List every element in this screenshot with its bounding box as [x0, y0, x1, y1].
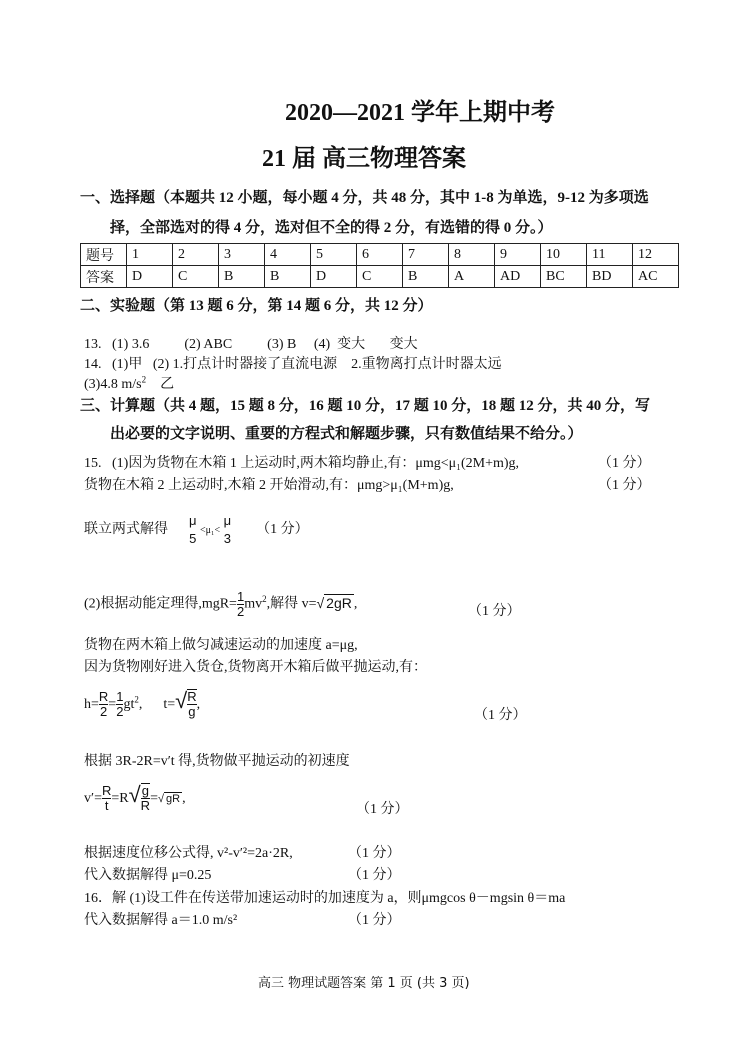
q15-line7: h= $\frac{R}{2}$ = $\frac{1}{2}$ $gt^2$, t=√ $\frac{R}{g}$ ,	[84, 688, 201, 720]
q15-line2: 货物在木箱 2 上运动时,木箱 2 开始滑动,有：μmg>μ₁(M+m)g,	[84, 478, 454, 493]
score-label: （1 分）	[348, 868, 401, 883]
table-cell: A	[449, 266, 495, 288]
table-cell: AC	[633, 266, 679, 288]
score-label: （1 分）	[474, 708, 527, 723]
document-subtitle: 21 届 高三物理答案	[262, 146, 466, 172]
table-cell: 2	[173, 244, 219, 266]
table-cell: D	[127, 266, 173, 288]
q15-line5: 货物在两木箱上做匀减速运动的加速度 a=μg,	[84, 638, 358, 653]
table-cell: C	[357, 266, 403, 288]
table-cell: 4	[265, 244, 311, 266]
q14-answer-line1: 14. (1)甲 (2) 1.打点计时器接了直流电源 2.重物离打点计时器太远	[84, 357, 502, 372]
table-row-numbers	[81, 244, 679, 266]
table-cell: 5	[311, 244, 357, 266]
table-cell: 8	[449, 244, 495, 266]
score-label: （1 分）	[348, 846, 401, 861]
table-cell: 1	[127, 244, 173, 266]
table-cell: B	[265, 266, 311, 288]
table-cell: C	[173, 266, 219, 288]
q15-line9: v′= $\frac{R}{t}$ =R√ $\frac{g}{R}$ =√ gR ,	[84, 782, 186, 814]
section1-heading-line2: 择，全部选对的得 4 分，选对但不全的得 2 分，有选错的得 0 分。）	[110, 220, 553, 236]
table-cell: B	[219, 266, 265, 288]
score-label: （1 分）	[356, 802, 409, 817]
section2-heading: 二、实验题（第 13 题 6 分，第 14 题 6 分，共 12 分）	[80, 298, 433, 314]
q15-line4: (2)根据动能定理得,mgR= $\frac{1}{2}$ $mv^2$,解得 v=√ 2gR ,	[84, 589, 358, 619]
table-cell: 6	[357, 244, 403, 266]
q16-line1: 16．解 (1)设工件在传送带加速运动时的加速度为 a，则μmgcos θ－mgsin θ＝ma	[84, 891, 566, 906]
table-cell: BD	[587, 266, 633, 288]
table-cell: 7	[403, 244, 449, 266]
table-cell: 12	[633, 244, 679, 266]
table-cell: BC	[541, 266, 587, 288]
table-cell: 3	[219, 244, 265, 266]
page-footer: 高三 物理试题答案 第 1 页 (共 3 页)	[258, 976, 470, 991]
section3-heading-line1: 三、计算题（共 4 题，15 题 8 分，16 题 10 分，17 题 10 分，18 题 12 分，共 40 分，写	[80, 398, 651, 414]
score-label: （1 分）	[598, 478, 651, 493]
table-cell: 10	[541, 244, 587, 266]
table-header-cell: 题号	[81, 244, 127, 266]
section3-heading-line2: 出必要的文字说明、重要的方程式和解题步骤，只有数值结果不给分。）	[110, 426, 583, 442]
table-cell: D	[311, 266, 357, 288]
q13-answer: 13. (1) 3.6 (2) ABC (3) B (4) 变大 变大	[84, 337, 418, 352]
q14-answer-line2: (3)4.8 $m/s^2$ 乙	[84, 374, 175, 392]
table-cell: AD	[495, 266, 541, 288]
q15-line10: 根据速度位移公式得, v²-v′²=2a·2R,	[84, 846, 293, 861]
q15-line1: 15. (1)因为货物在木箱 1 上运动时,两木箱均静止,有：μmg<μ₁(2M+m)g,	[84, 456, 520, 471]
table-cell: B	[403, 266, 449, 288]
score-label: （1 分）	[348, 913, 401, 928]
q15-line8: 根据 3R-2R=v′t 得,货物做平抛运动的初速度	[84, 754, 350, 769]
section1-heading-line1: 一、选择题（本题共 12 小题，每小题 4 分，共 48 分，其中 1-8 为单选，9-12 为多项选	[80, 190, 649, 206]
q15-line3: 联立两式解得 μ 5 <μ₁< μ 3 （1 分）	[84, 513, 309, 546]
document-title: 2020—2021 学年上期中考	[285, 100, 555, 126]
answer-table	[80, 243, 679, 288]
score-label: （1 分）	[468, 604, 521, 619]
table-cell: 9	[495, 244, 541, 266]
table-row-answers	[81, 266, 679, 288]
score-label: （1 分）	[598, 456, 651, 471]
table-header-cell: 答案	[81, 266, 127, 288]
q16-line2: 代入数据解得 a＝1.0 m/s²	[84, 913, 238, 928]
table-cell: 11	[587, 244, 633, 266]
q15-line11: 代入数据解得 μ=0.25	[84, 868, 212, 883]
q15-line6: 因为货物刚好进入货仓,货物离开木箱后做平抛运动,有：	[84, 660, 427, 675]
